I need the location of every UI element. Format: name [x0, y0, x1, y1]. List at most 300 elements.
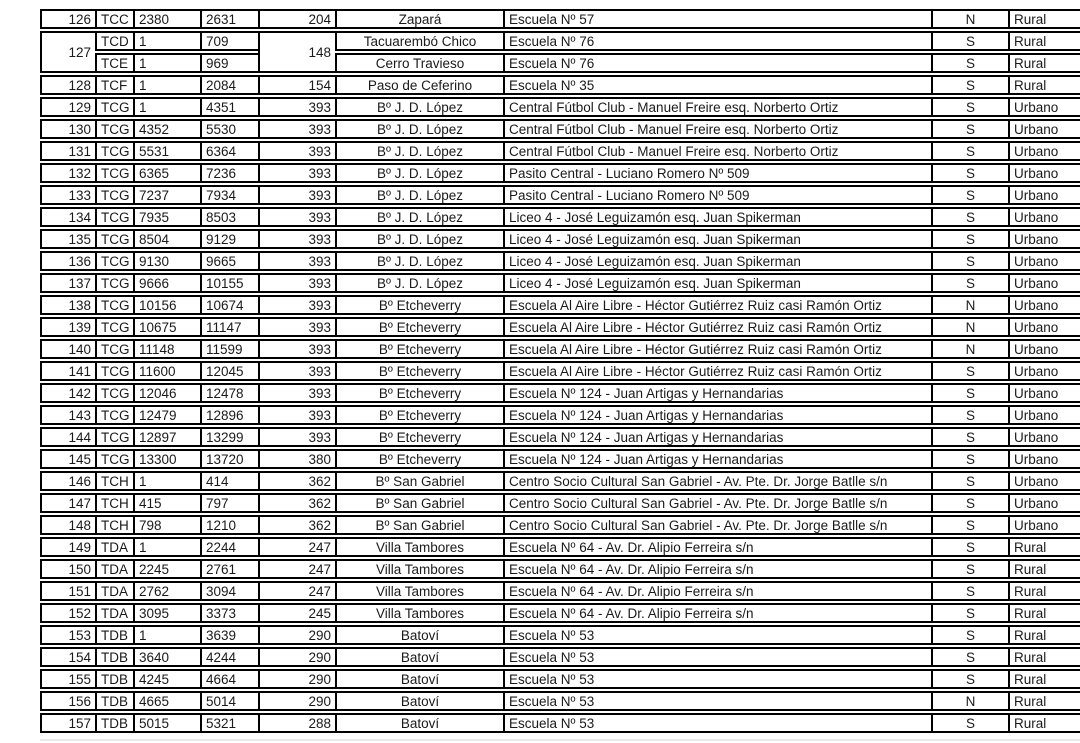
cell-row-number: 135	[40, 229, 95, 249]
cell-row-number: 127	[40, 31, 95, 73]
cell-polling-place: Central Fútbol Club - Manuel Freire esq. Norberto Ortiz	[503, 119, 931, 139]
cell-voter-count: 148	[258, 31, 335, 73]
cell-polling-place: Liceo 4 - José Leguizamón esq. Juan Spikerman	[503, 273, 931, 293]
cell-series-code: TCG	[95, 427, 133, 447]
cell-series-code: TDB	[95, 713, 133, 733]
table-row	[40, 669, 1080, 689]
cell-credential-to: 2084	[200, 75, 258, 95]
cell-locality: Bº J. D. López	[335, 251, 503, 271]
cell-voter-count: 393	[258, 361, 335, 381]
cell-polling-place: Centro Socio Cultural San Gabriel - Av. Pte. Dr. Jorge Batlle s/n	[503, 515, 931, 535]
cell-area-type: Urbano	[1008, 141, 1080, 161]
cell-voter-count: 393	[258, 163, 335, 183]
cell-credential-to: 11147	[200, 317, 258, 337]
cell-area-type: Urbano	[1008, 493, 1080, 513]
cell-credential-from: 1	[133, 31, 200, 51]
cell-locality: Batoví	[335, 647, 503, 667]
cell-series-code: TDA	[95, 537, 133, 557]
table-row	[40, 361, 1080, 381]
cell-area-type: Urbano	[1008, 471, 1080, 491]
table-row	[40, 295, 1080, 315]
cell-polling-place: Pasito Central - Luciano Romero Nº 509	[503, 163, 931, 183]
cell-row-number: 148	[40, 515, 95, 535]
cell-credential-to: 4244	[200, 647, 258, 667]
cell-polling-place: Escuela Nº 53	[503, 713, 931, 733]
cell-credential-from: 11148	[133, 339, 200, 359]
cell-area-type: Urbano	[1008, 405, 1080, 425]
cell-locality: Cerro Travieso	[335, 53, 503, 73]
cell-area-type: Urbano	[1008, 251, 1080, 271]
cell-credential-to: 5321	[200, 713, 258, 733]
cell-voter-count: 290	[258, 625, 335, 645]
cell-credential-from: 2380	[133, 9, 200, 29]
cell-credential-to: 414	[200, 471, 258, 491]
table-row	[40, 691, 1080, 711]
cell-credential-from: 7935	[133, 207, 200, 227]
cell-voter-count: 154	[258, 75, 335, 95]
cell-row-number: 146	[40, 471, 95, 491]
cell-enabled-flag: S	[931, 53, 1008, 73]
cell-enabled-flag: S	[931, 603, 1008, 623]
cell-credential-to: 709	[200, 31, 258, 51]
cell-voter-count: 393	[258, 119, 335, 139]
cell-row-number: 139	[40, 317, 95, 337]
table-row	[40, 251, 1080, 271]
cell-locality: Bº J. D. López	[335, 273, 503, 293]
cell-area-type: Rural	[1008, 647, 1080, 667]
cell-locality: Zapará	[335, 9, 503, 29]
cell-credential-from: 5531	[133, 141, 200, 161]
cell-voter-count: 290	[258, 669, 335, 689]
cell-polling-place: Pasito Central - Luciano Romero Nº 509	[503, 185, 931, 205]
cell-credential-from: 2762	[133, 581, 200, 601]
cell-row-number: 134	[40, 207, 95, 227]
cell-area-type: Urbano	[1008, 207, 1080, 227]
table-row	[40, 537, 1080, 557]
cell-row-number: 150	[40, 559, 95, 579]
cell-enabled-flag: S	[931, 141, 1008, 161]
cell-enabled-flag: S	[931, 229, 1008, 249]
cell-enabled-flag: N	[931, 295, 1008, 315]
cell-enabled-flag: S	[931, 471, 1008, 491]
cell-voter-count: 288	[258, 713, 335, 733]
cell-voter-count: 290	[258, 647, 335, 667]
cell-locality: Bº Etcheverry	[335, 295, 503, 315]
cell-row-number: 140	[40, 339, 95, 359]
cell-credential-from: 12046	[133, 383, 200, 403]
cell-credential-to: 4664	[200, 669, 258, 689]
cell-series-code: TCG	[95, 383, 133, 403]
cell-polling-place: Central Fútbol Club - Manuel Freire esq. Norberto Ortiz	[503, 141, 931, 161]
cell-credential-from: 12897	[133, 427, 200, 447]
cell-enabled-flag: S	[931, 493, 1008, 513]
cell-credential-to: 6364	[200, 141, 258, 161]
table-row	[40, 339, 1080, 359]
table-row	[40, 449, 1080, 469]
cell-row-number: 128	[40, 75, 95, 95]
cell-polling-place: Liceo 4 - José Leguizamón esq. Juan Spikerman	[503, 251, 931, 271]
cell-enabled-flag: S	[931, 515, 1008, 535]
cell-locality: Bº San Gabriel	[335, 493, 503, 513]
cell-area-type: Rural	[1008, 713, 1080, 733]
cell-voter-count: 393	[258, 141, 335, 161]
cell-row-number: 136	[40, 251, 95, 271]
cell-row-number: 143	[40, 405, 95, 425]
cell-credential-from: 1	[133, 537, 200, 557]
cell-credential-from: 798	[133, 515, 200, 535]
cell-credential-from: 13300	[133, 449, 200, 469]
cell-credential-to: 2631	[200, 9, 258, 29]
cell-series-code: TCC	[95, 9, 133, 29]
cell-credential-to: 10674	[200, 295, 258, 315]
cell-area-type: Urbano	[1008, 97, 1080, 117]
cell-row-number: 149	[40, 537, 95, 557]
cell-polling-place: Escuela Nº 57	[503, 9, 931, 29]
cell-credential-from: 10675	[133, 317, 200, 337]
cell-series-code: TDB	[95, 691, 133, 711]
cell-polling-place: Escuela Nº 35	[503, 75, 931, 95]
cell-credential-from: 11600	[133, 361, 200, 381]
cell-voter-count: 247	[258, 581, 335, 601]
cell-credential-to: 3373	[200, 603, 258, 623]
cell-credential-from: 9130	[133, 251, 200, 271]
cell-credential-to: 4351	[200, 97, 258, 117]
cell-enabled-flag: S	[931, 273, 1008, 293]
cell-row-number: 144	[40, 427, 95, 447]
table-row	[40, 405, 1080, 425]
cell-series-code: TCG	[95, 251, 133, 271]
table-row	[40, 207, 1080, 227]
cell-row-number: 142	[40, 383, 95, 403]
cell-voter-count: 380	[258, 449, 335, 469]
cell-row-number: 129	[40, 97, 95, 117]
cell-enabled-flag: N	[931, 317, 1008, 337]
cell-area-type: Rural	[1008, 669, 1080, 689]
cell-area-type: Urbano	[1008, 229, 1080, 249]
cell-voter-count: 393	[258, 207, 335, 227]
cell-row-number: 131	[40, 141, 95, 161]
cell-enabled-flag: S	[931, 207, 1008, 227]
cell-enabled-flag: S	[931, 383, 1008, 403]
cell-series-code: TDA	[95, 559, 133, 579]
cell-polling-place: Escuela Nº 76	[503, 31, 931, 51]
cell-area-type: Rural	[1008, 691, 1080, 711]
table-row	[40, 229, 1080, 249]
cell-voter-count: 393	[258, 427, 335, 447]
cell-row-number: 153	[40, 625, 95, 645]
cell-series-code: TDA	[95, 581, 133, 601]
cell-credential-to: 5530	[200, 119, 258, 139]
cell-locality: Bº San Gabriel	[335, 471, 503, 491]
cell-enabled-flag: N	[931, 339, 1008, 359]
cell-credential-to: 2761	[200, 559, 258, 579]
cell-voter-count: 393	[258, 251, 335, 271]
cell-polling-place: Escuela Nº 124 - Juan Artigas y Hernandarias	[503, 449, 931, 469]
cell-area-type: Rural	[1008, 75, 1080, 95]
table-row	[40, 625, 1080, 645]
cell-area-type: Urbano	[1008, 295, 1080, 315]
cell-enabled-flag: S	[931, 669, 1008, 689]
table-body	[40, 9, 1080, 733]
cell-credential-from: 4245	[133, 669, 200, 689]
cell-credential-to: 11599	[200, 339, 258, 359]
cell-series-code: TCD	[95, 31, 133, 51]
table-row	[40, 53, 1080, 73]
cell-area-type: Urbano	[1008, 185, 1080, 205]
cell-series-code: TDB	[95, 647, 133, 667]
cell-enabled-flag: S	[931, 449, 1008, 469]
table-row	[40, 515, 1080, 535]
cell-voter-count: 393	[258, 273, 335, 293]
cell-row-number: 137	[40, 273, 95, 293]
cell-row-number: 126	[40, 9, 95, 29]
cell-locality: Bº J. D. López	[335, 119, 503, 139]
cell-series-code: TCG	[95, 361, 133, 381]
cell-enabled-flag: S	[931, 163, 1008, 183]
cell-credential-to: 3639	[200, 625, 258, 645]
cell-series-code: TDB	[95, 669, 133, 689]
cell-series-code: TDA	[95, 603, 133, 623]
cell-voter-count: 290	[258, 691, 335, 711]
cell-locality: Bº Etcheverry	[335, 449, 503, 469]
cell-credential-from: 8504	[133, 229, 200, 249]
cell-credential-to: 2244	[200, 537, 258, 557]
cell-series-code: TDB	[95, 625, 133, 645]
cell-series-code: TCG	[95, 449, 133, 469]
cell-credential-to: 12896	[200, 405, 258, 425]
table-row	[40, 581, 1080, 601]
cell-credential-to: 3094	[200, 581, 258, 601]
cell-voter-count: 247	[258, 559, 335, 579]
cell-voter-count: 393	[258, 185, 335, 205]
cell-series-code: TCH	[95, 471, 133, 491]
table-row	[40, 471, 1080, 491]
cell-area-type: Urbano	[1008, 163, 1080, 183]
cell-polling-place: Escuela Al Aire Libre - Héctor Gutiérrez Ruiz casi Ramón Ortiz	[503, 317, 931, 337]
cell-series-code: TCG	[95, 295, 133, 315]
cell-area-type: Urbano	[1008, 317, 1080, 337]
cell-credential-from: 3640	[133, 647, 200, 667]
cell-credential-from: 1	[133, 97, 200, 117]
cell-credential-from: 3095	[133, 603, 200, 623]
cell-area-type: Urbano	[1008, 449, 1080, 469]
table-row	[40, 97, 1080, 117]
cell-series-code: TCG	[95, 405, 133, 425]
cell-voter-count: 362	[258, 493, 335, 513]
cell-polling-place: Escuela Nº 64 - Av. Dr. Alipio Ferreira s/n	[503, 559, 931, 579]
cell-credential-from: 5015	[133, 713, 200, 733]
cell-voter-count: 393	[258, 339, 335, 359]
cell-voter-count: 393	[258, 229, 335, 249]
cell-polling-place: Escuela Nº 124 - Juan Artigas y Hernandarias	[503, 427, 931, 447]
cell-row-number: 156	[40, 691, 95, 711]
cell-credential-to: 7236	[200, 163, 258, 183]
cell-polling-place: Escuela Nº 53	[503, 625, 931, 645]
cell-polling-place: Escuela Nº 64 - Av. Dr. Alipio Ferreira s/n	[503, 581, 931, 601]
cell-locality: Bº Etcheverry	[335, 339, 503, 359]
cell-area-type: Rural	[1008, 31, 1080, 51]
cell-locality: Bº J. D. López	[335, 141, 503, 161]
cell-polling-place: Liceo 4 - José Leguizamón esq. Juan Spikerman	[503, 229, 931, 249]
cell-enabled-flag: S	[931, 427, 1008, 447]
cell-enabled-flag: S	[931, 31, 1008, 51]
cell-credential-to: 7934	[200, 185, 258, 205]
table-row	[40, 713, 1080, 733]
cell-row-number: 152	[40, 603, 95, 623]
cell-credential-to: 9129	[200, 229, 258, 249]
cell-credential-from: 10156	[133, 295, 200, 315]
cell-voter-count: 362	[258, 515, 335, 535]
cell-area-type: Urbano	[1008, 273, 1080, 293]
table-row	[40, 9, 1080, 29]
cell-voter-count: 245	[258, 603, 335, 623]
cell-series-code: TCG	[95, 229, 133, 249]
cell-area-type: Urbano	[1008, 119, 1080, 139]
cell-polling-place: Escuela Nº 53	[503, 669, 931, 689]
table-row	[40, 383, 1080, 403]
cell-row-number: 145	[40, 449, 95, 469]
cell-series-code: TCG	[95, 185, 133, 205]
cell-credential-to: 10155	[200, 273, 258, 293]
cell-locality: Villa Tambores	[335, 581, 503, 601]
cell-voter-count: 393	[258, 317, 335, 337]
cell-area-type: Urbano	[1008, 383, 1080, 403]
cell-series-code: TCG	[95, 97, 133, 117]
cell-series-code: TCH	[95, 515, 133, 535]
cell-locality: Bº J. D. López	[335, 207, 503, 227]
cell-area-type: Rural	[1008, 603, 1080, 623]
table-row	[40, 75, 1080, 95]
cell-voter-count: 393	[258, 383, 335, 403]
cell-credential-from: 1	[133, 53, 200, 73]
cell-polling-place: Escuela Nº 53	[503, 691, 931, 711]
cell-area-type: Rural	[1008, 9, 1080, 29]
cell-locality: Bº Etcheverry	[335, 405, 503, 425]
cell-series-code: TCG	[95, 317, 133, 337]
cell-credential-from: 2245	[133, 559, 200, 579]
table-row	[40, 119, 1080, 139]
cell-area-type: Rural	[1008, 625, 1080, 645]
cell-area-type: Rural	[1008, 559, 1080, 579]
cell-row-number: 157	[40, 713, 95, 733]
cell-series-code: TCG	[95, 339, 133, 359]
cell-credential-from: 9666	[133, 273, 200, 293]
cell-voter-count: 362	[258, 471, 335, 491]
cell-credential-to: 13720	[200, 449, 258, 469]
cell-enabled-flag: S	[931, 361, 1008, 381]
cell-credential-to: 797	[200, 493, 258, 513]
cell-area-type: Rural	[1008, 53, 1080, 73]
cell-enabled-flag: S	[931, 185, 1008, 205]
cell-enabled-flag: S	[931, 405, 1008, 425]
cell-series-code: TCG	[95, 207, 133, 227]
cell-locality: Bº J. D. López	[335, 97, 503, 117]
next-row-cutoff-hint	[40, 739, 1080, 741]
cell-row-number: 130	[40, 119, 95, 139]
cell-series-code: TCF	[95, 75, 133, 95]
cell-locality: Villa Tambores	[335, 537, 503, 557]
table-row	[40, 273, 1080, 293]
cell-enabled-flag: S	[931, 581, 1008, 601]
cell-credential-to: 8503	[200, 207, 258, 227]
cell-series-code: TCH	[95, 493, 133, 513]
cell-row-number: 138	[40, 295, 95, 315]
table-row	[40, 317, 1080, 337]
cell-series-code: TCE	[95, 53, 133, 73]
cell-voter-count: 204	[258, 9, 335, 29]
cell-credential-from: 4665	[133, 691, 200, 711]
cell-locality: Batoví	[335, 713, 503, 733]
cell-credential-from: 7237	[133, 185, 200, 205]
table-row	[40, 163, 1080, 183]
cell-area-type: Rural	[1008, 537, 1080, 557]
cell-area-type: Urbano	[1008, 339, 1080, 359]
cell-voter-count: 247	[258, 537, 335, 557]
cell-locality: Villa Tambores	[335, 603, 503, 623]
cell-enabled-flag: S	[931, 713, 1008, 733]
cell-enabled-flag: S	[931, 647, 1008, 667]
cell-row-number: 151	[40, 581, 95, 601]
cell-locality: Tacuarembó Chico	[335, 31, 503, 51]
cell-series-code: TCG	[95, 163, 133, 183]
cell-credential-from: 1	[133, 75, 200, 95]
cell-area-type: Urbano	[1008, 361, 1080, 381]
cell-locality: Bº Etcheverry	[335, 361, 503, 381]
cell-enabled-flag: S	[931, 119, 1008, 139]
cell-polling-place: Escuela Nº 64 - Av. Dr. Alipio Ferreira s/n	[503, 537, 931, 557]
cell-enabled-flag: S	[931, 537, 1008, 557]
cell-row-number: 147	[40, 493, 95, 513]
cell-polling-place: Escuela Nº 76	[503, 53, 931, 73]
cell-row-number: 154	[40, 647, 95, 667]
cell-polling-place: Centro Socio Cultural San Gabriel - Av. Pte. Dr. Jorge Batlle s/n	[503, 471, 931, 491]
cell-credential-from: 415	[133, 493, 200, 513]
cell-series-code: TCG	[95, 141, 133, 161]
cell-credential-to: 9665	[200, 251, 258, 271]
cell-polling-place: Escuela Al Aire Libre - Héctor Gutiérrez Ruiz casi Ramón Ortiz	[503, 361, 931, 381]
cell-enabled-flag: S	[931, 559, 1008, 579]
cell-locality: Bº San Gabriel	[335, 515, 503, 535]
document-page	[40, 7, 1080, 735]
cell-locality: Bº J. D. López	[335, 163, 503, 183]
cell-locality: Batoví	[335, 669, 503, 689]
polling-circuits-table	[40, 7, 1080, 735]
cell-polling-place: Escuela Nº 64 - Av. Dr. Alipio Ferreira s/n	[503, 603, 931, 623]
cell-voter-count: 393	[258, 405, 335, 425]
cell-row-number: 155	[40, 669, 95, 689]
table-row	[40, 647, 1080, 667]
cell-credential-from: 1	[133, 471, 200, 491]
cell-locality: Paso de Ceferino	[335, 75, 503, 95]
cell-enabled-flag: N	[931, 691, 1008, 711]
table-row	[40, 603, 1080, 623]
cell-polling-place: Escuela Al Aire Libre - Héctor Gutiérrez Ruiz casi Ramón Ortiz	[503, 295, 931, 315]
cell-credential-from: 4352	[133, 119, 200, 139]
cell-area-type: Urbano	[1008, 515, 1080, 535]
cell-locality: Villa Tambores	[335, 559, 503, 579]
table-row	[40, 493, 1080, 513]
cell-enabled-flag: S	[931, 251, 1008, 271]
table-row	[40, 185, 1080, 205]
cell-credential-to: 13299	[200, 427, 258, 447]
cell-row-number: 133	[40, 185, 95, 205]
cell-locality: Bº Etcheverry	[335, 383, 503, 403]
table-row	[40, 559, 1080, 579]
cell-locality: Bº J. D. López	[335, 185, 503, 205]
table-row	[40, 141, 1080, 161]
cell-credential-to: 12478	[200, 383, 258, 403]
cell-polling-place: Central Fútbol Club - Manuel Freire esq. Norberto Ortiz	[503, 97, 931, 117]
